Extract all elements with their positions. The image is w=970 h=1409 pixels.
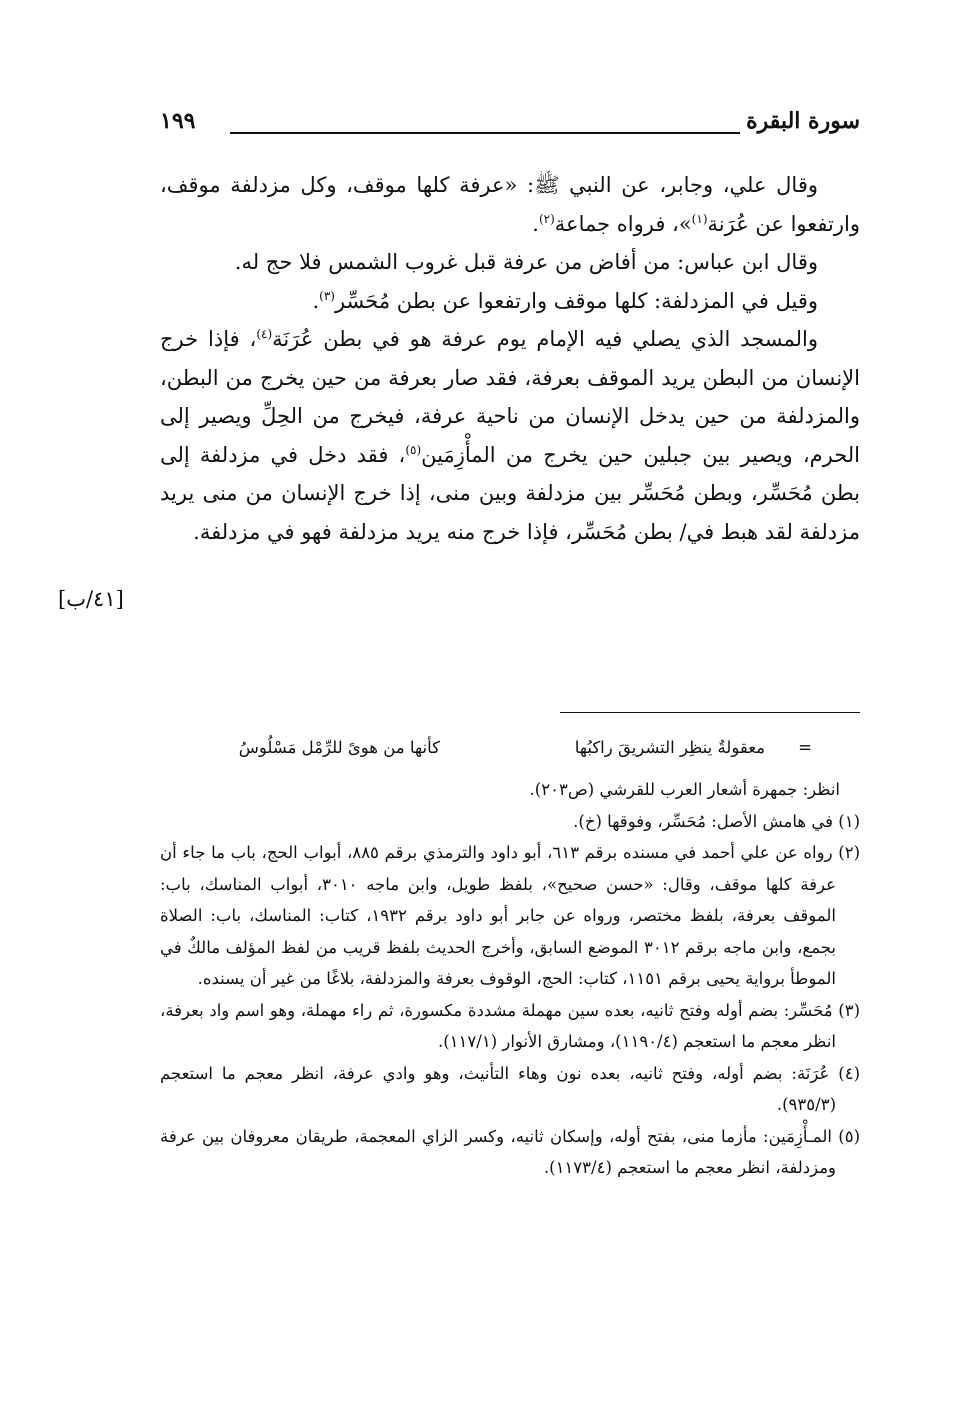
page-number: ١٩٩ bbox=[160, 108, 196, 134]
running-header bbox=[160, 108, 860, 148]
footnote-4: (٤) عُرَنَة: بضم أوله، وفتح ثانيه، بعده نون وهاء التأنيث، وهو وادي عرفة، انظر معجم ما استعجم (٩٣٥/٣). bbox=[160, 1063, 860, 1114]
footnote-1: (١) في هامش الأصل: مُحَسِّر، وفوقها (خ). bbox=[573, 811, 860, 831]
header-rule bbox=[230, 132, 740, 134]
paragraph-3: وقيل في المزدلفة: كلها موقف وارتفعوا عن بطن مُحَسِّر$^{(٣)}$. bbox=[312, 288, 818, 313]
surah-title: سورة البقرة bbox=[746, 108, 860, 134]
footnote-ref-1: (١) bbox=[691, 211, 708, 226]
footnotes bbox=[160, 732, 860, 1184]
manuscript-folio-marker: [٤١/ب] bbox=[58, 587, 124, 611]
footnote-divider bbox=[560, 712, 860, 713]
main-text bbox=[160, 166, 860, 551]
poetry-verse bbox=[160, 732, 860, 774]
footnote-2: (٢) رواه عن علي أحمد في مسنده برقم ٦١٣، أبو داود والترمذي برقم ٨٨٥، أبواب الحج، باب ما جاء أن عرفة كلها موقف، وقال: «حسن صحيح»، بلفظ طويل، وابن ماجه ٣٠١٠، أبواب المناسك، باب: الموقف بعرفة، بلفظ مختصر، ورواه عن جابر أبو داود برقم ١٩٣٢، كتاب: المناسك، باب: الصلاة بجمع، وابن ماجه برقم ٣٠١٢ الموضع السابق، وأخرج الحديث بلفظ قريب من لفظ المؤلف مالكٌ في الموطأ برواية يحيى برقم ١١٥١، كتاب: الحج، الوقوف بعرفة والمزدلفة، بلاغًا من غير أن يسنده. bbox=[160, 843, 861, 988]
footnote-ref-3: (٣) bbox=[319, 288, 335, 303]
verse-hemistich-1: معقولةٌ ينظِر التشريقَ راكبُها bbox=[574, 738, 765, 757]
paragraph-4: والمسجد الذي يصلي فيه الإمام يوم عرفة هو في بطن عُرَنَة$^{(٤)}$، فإذا خرج الإنسان من البطن يريد الموقف بعرفة، فقد صار بعرفة من حين يخرج من البطن، والمزدلفة من حين يدخل الإنسان من ناحية عرفة، فيخرج من الحِلِّ ويصير إلى الحرم، ويصير بين جبلين حين يخرج من المأْزِمَين$^{(٥)}$، فقد دخل في مزدلفة إلى بطن مُحَسِّر، وبطن مُحَسِّر بين مزدلفة وبين منى، إذا خرج الإنسان من منى يريد مزدلفة لقد هبط في/ بطن مُحَسِّر، فإذا خرج منه يريد مزدلفة فهو في مزدلفة. bbox=[160, 327, 860, 544]
footnote-3: (٣) مُحَسِّر: بضم أوله وفتح ثانيه، بعده سين مهملة مشددة مكسورة، ثم راء مهملة، وهو اسم واد بعرفة، انظر معجم ما استعجم (١١٩٠/٤)، ومشارق الأنوار (١١٧/١). bbox=[160, 1000, 860, 1051]
continuation-mark: = bbox=[798, 738, 812, 757]
paragraph-1: وقال علي، وجابر، عن النبي ﷺ: «عرفة كلها موقف، وكل مزدلفة موقف، وارتفعوا عن عُرَنة$^{(١)}$»، فرواه جماعة$^{(٢)}$. bbox=[160, 173, 860, 236]
verse-hemistich-2: كأنها من هوىً للرِّمْل مَسْلُوسُ bbox=[238, 738, 440, 757]
footnote-ref-4: (٤) bbox=[256, 327, 273, 341]
footnote-ref-2: (٢) bbox=[538, 211, 555, 226]
footnote-ref-5: (٥) bbox=[405, 442, 422, 457]
footnote-5: (٥) المـأْزِمَين: مأزما منى، بفتح أوله، وإسكان ثانيه، وكسر الزاي المعجمة، طريقان معروفان بين عرفة ومزدلفة، انظر معجم ما استعجم (١١٧٣/٤). bbox=[160, 1126, 860, 1177]
paragraph-2: وقال ابن عباس: من أفاض من عرفة قبل غروب الشمس فلا حج له. bbox=[234, 250, 818, 274]
footnote-source: انظر: جمهرة أشعار العرب للقرشي (ص٢٠٣). bbox=[529, 780, 840, 799]
